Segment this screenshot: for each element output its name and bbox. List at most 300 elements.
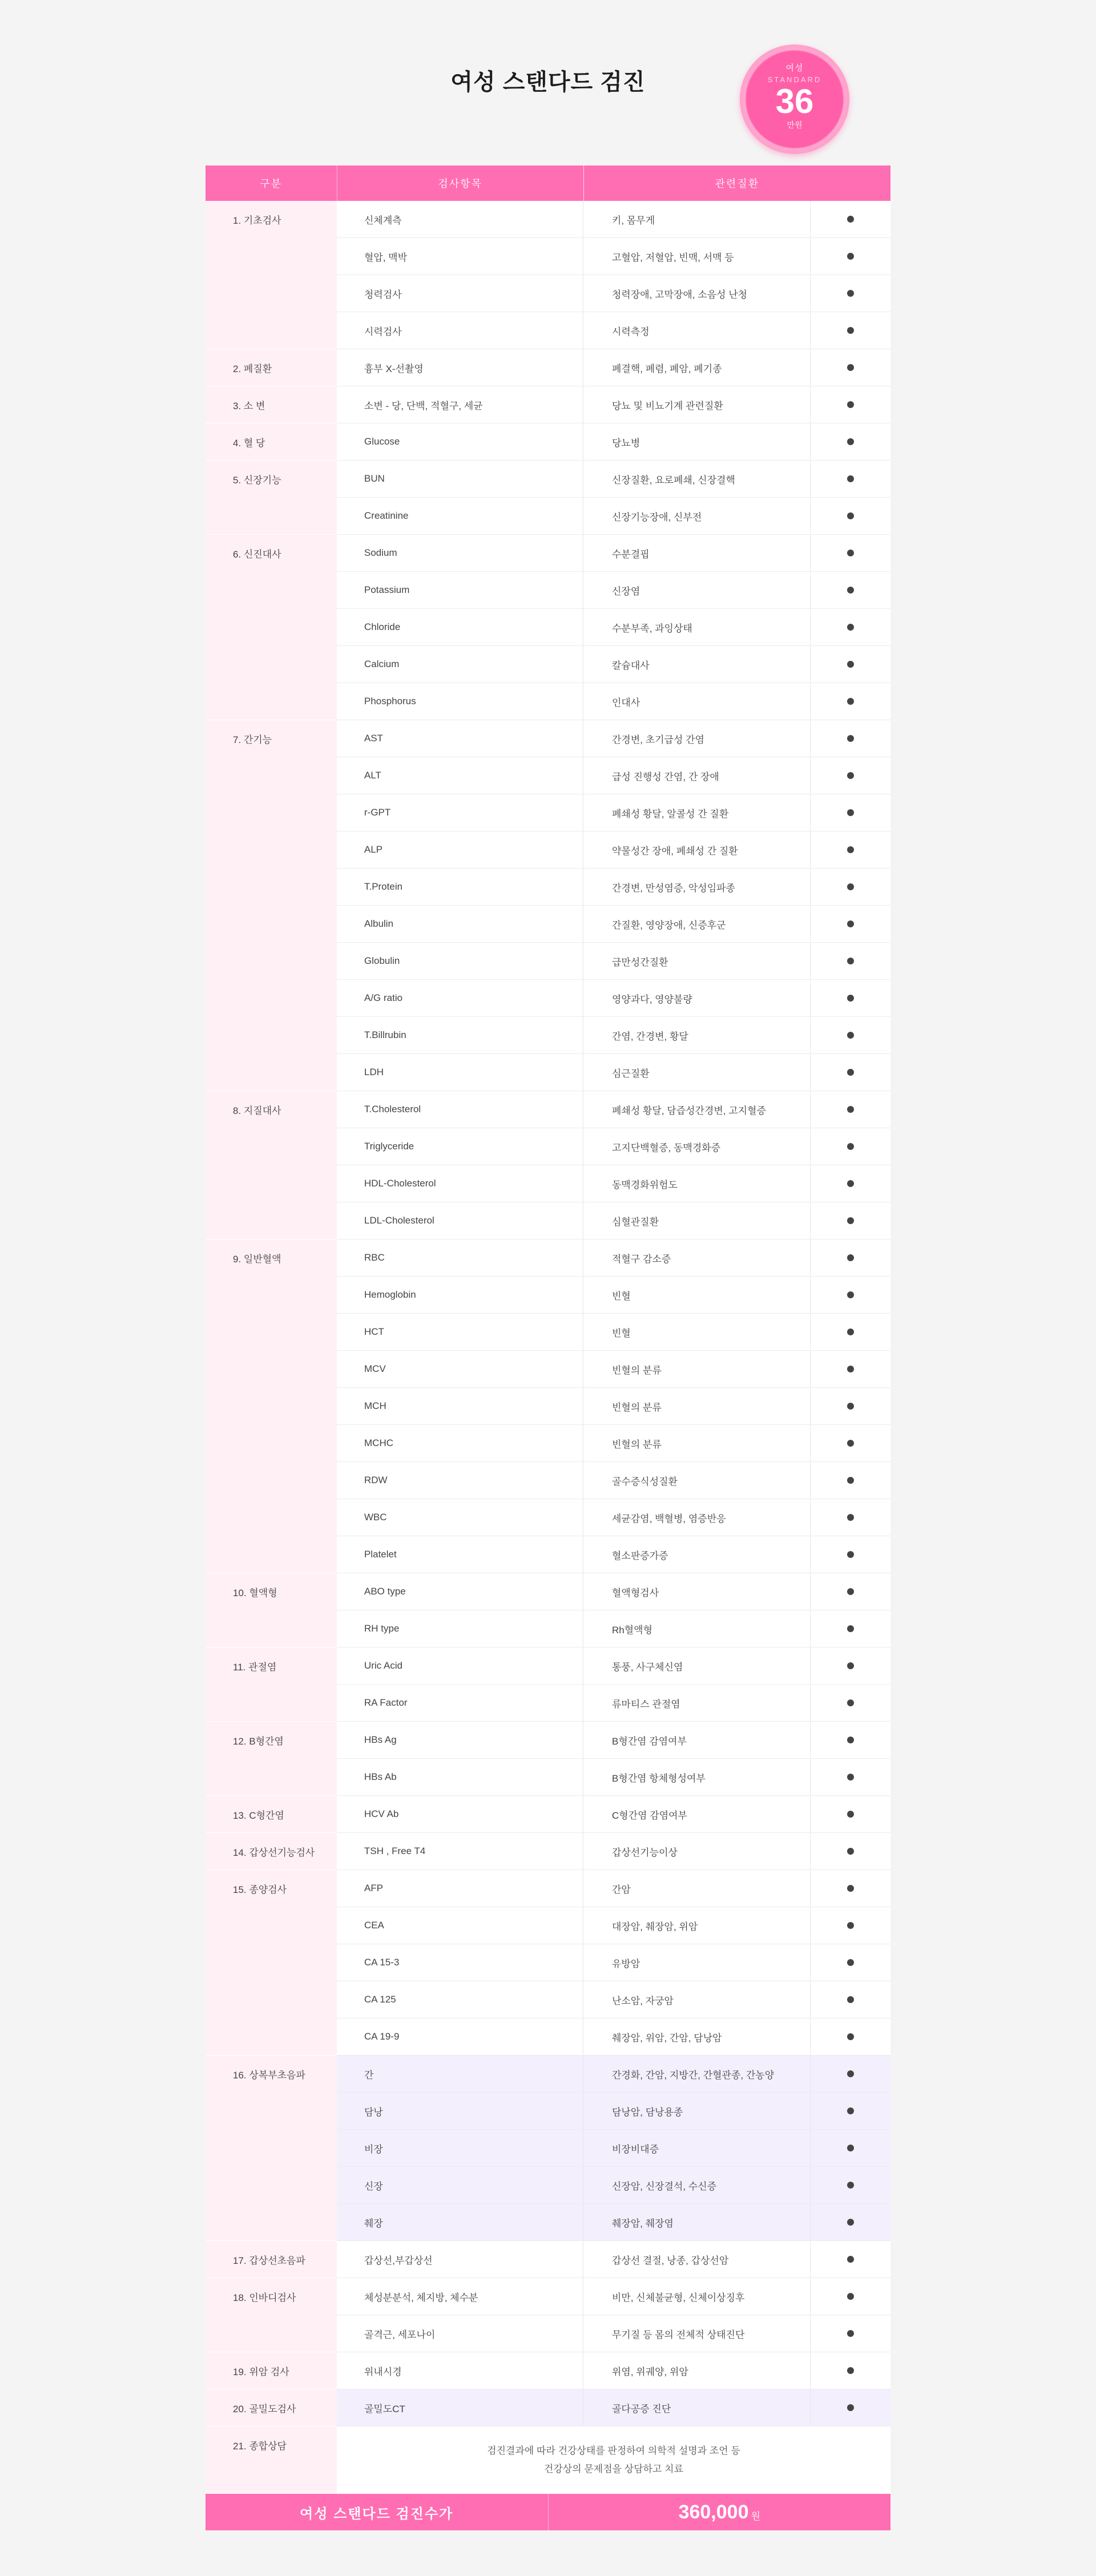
table-row: [337, 757, 890, 794]
row-related: 칼슘대사: [583, 646, 811, 683]
row-related: 키, 몸무게: [583, 201, 811, 237]
footer-label: 여성 스탠다드 검진수가: [206, 2494, 549, 2530]
included-dot-icon: [847, 1329, 854, 1335]
row-included: [811, 1425, 890, 1461]
row-item: CA 15-3: [337, 1944, 583, 1981]
included-dot-icon: [847, 2404, 854, 2411]
included-dot-icon: [847, 2367, 854, 2374]
table-row: [337, 943, 890, 980]
table-body: [206, 201, 890, 2426]
included-dot-icon: [847, 512, 854, 519]
row-item: 소변 - 당, 단백, 적혈구, 세균: [337, 386, 583, 423]
page-header: [0, 0, 1096, 165]
included-dot-icon: [847, 2145, 854, 2151]
table-row: [337, 1573, 890, 1610]
row-included: [811, 1981, 890, 2018]
included-dot-icon: [847, 661, 854, 668]
table-row: [337, 720, 890, 757]
row-related: 영양과다, 영양불량: [583, 980, 811, 1016]
row-related: 담낭암, 담낭용종: [583, 2093, 811, 2129]
table-row: [337, 1610, 890, 1648]
row-included: [811, 1202, 890, 1239]
row-included: [811, 461, 890, 497]
table-row: [337, 1314, 890, 1351]
included-dot-icon: [847, 1291, 854, 1298]
included-dot-icon: [847, 846, 854, 853]
row-item: 간: [337, 2056, 583, 2092]
row-related: B형간염 감염여부: [583, 1722, 811, 1758]
row-item: CA 125: [337, 1981, 583, 2018]
row-item: Calcium: [337, 646, 583, 683]
row-related: 위염, 위궤양, 위암: [583, 2352, 811, 2389]
included-dot-icon: [847, 1774, 854, 1780]
row-item: 담낭: [337, 2093, 583, 2129]
row-included: [811, 535, 890, 571]
row-item: ALP: [337, 831, 583, 868]
included-dot-icon: [847, 958, 854, 964]
group-category: 19. 위암 검사: [206, 2352, 337, 2389]
row-item: A/G ratio: [337, 980, 583, 1016]
row-item: 시력검사: [337, 312, 583, 349]
included-dot-icon: [847, 920, 854, 927]
row-related: 약물성간 장애, 폐쇄성 간 질환: [583, 831, 811, 868]
row-related: 신장기능장애, 신부전: [583, 498, 811, 534]
included-dot-icon: [847, 1106, 854, 1113]
included-dot-icon: [847, 2256, 854, 2263]
row-item: 신장: [337, 2167, 583, 2203]
row-related: 동맥경화위험도: [583, 1165, 811, 1202]
table-row: [337, 1536, 890, 1573]
row-item: 비장: [337, 2130, 583, 2166]
row-included: [811, 720, 890, 757]
table-row: [337, 980, 890, 1017]
row-related: 신장질환, 요로폐쇄, 신장결핵: [583, 461, 811, 497]
row-related: 빈혈: [583, 1277, 811, 1313]
row-included: [811, 1128, 890, 1165]
table-group: [206, 461, 890, 535]
table-row: [337, 275, 890, 312]
row-related: Rh혈액형: [583, 1610, 811, 1647]
table-group: [206, 1833, 890, 1870]
table-row: [337, 2018, 890, 2056]
included-dot-icon: [847, 2330, 854, 2337]
row-related: 고혈압, 저혈압, 빈맥, 서맥 등: [583, 238, 811, 274]
row-item: r-GPT: [337, 794, 583, 831]
row-item: MCH: [337, 1388, 583, 1424]
group-category: 3. 소 변: [206, 386, 337, 423]
row-related: 심혈관질환: [583, 1202, 811, 1239]
group-category: 13. C형간염: [206, 1796, 337, 1833]
table-row: [337, 1907, 890, 1944]
table-row: [337, 609, 890, 646]
row-included: [811, 1091, 890, 1128]
table-group: [206, 349, 890, 386]
row-related: 신장염: [583, 572, 811, 608]
included-dot-icon: [847, 1143, 854, 1150]
group-category: 11. 관절염: [206, 1648, 337, 1722]
badge-unit: 만원: [787, 120, 803, 130]
row-included: [811, 906, 890, 942]
table-row: [337, 1648, 890, 1685]
included-dot-icon: [847, 253, 854, 260]
included-dot-icon: [847, 1699, 854, 1706]
group-category: 4. 혈 당: [206, 423, 337, 461]
included-dot-icon: [847, 1477, 854, 1484]
row-item: HBs Ab: [337, 1759, 583, 1795]
table-row: [337, 312, 890, 349]
table-row: [337, 646, 890, 683]
table-row: [337, 794, 890, 831]
table-row: [337, 1128, 890, 1165]
row-included: [811, 2315, 890, 2352]
row-included: [811, 831, 890, 868]
included-dot-icon: [847, 1440, 854, 1447]
row-included: [811, 2130, 890, 2166]
row-related: 급만성간질환: [583, 943, 811, 979]
row-item: AFP: [337, 1870, 583, 1907]
consult-description: [337, 2426, 890, 2494]
table-row: [337, 2130, 890, 2167]
row-related: 류마티스 관절염: [583, 1685, 811, 1721]
row-related: 폐쇄성 황달, 담즙성간경변, 고지혈증: [583, 1091, 811, 1128]
row-included: [811, 2278, 890, 2315]
included-dot-icon: [847, 1217, 854, 1224]
consult-line-1: 검진결과에 따라 건강상태를 판정하여 의학적 설명과 조언 등: [487, 2445, 740, 2456]
included-dot-icon: [847, 1366, 854, 1372]
row-item: LDL-Cholesterol: [337, 1202, 583, 1239]
included-dot-icon: [847, 2182, 854, 2189]
table-row: [337, 1944, 890, 1981]
included-dot-icon: [847, 995, 854, 1002]
table-row: [337, 461, 890, 498]
row-related: 신장암, 신장결석, 수신증: [583, 2167, 811, 2203]
row-included: [811, 1907, 890, 1944]
row-item: Platelet: [337, 1536, 583, 1573]
table-row: [337, 1277, 890, 1314]
included-dot-icon: [847, 1885, 854, 1892]
row-item: HCV Ab: [337, 1796, 583, 1832]
table-row: [337, 1202, 890, 1239]
row-related: 난소암, 자궁암: [583, 1981, 811, 2018]
table-row: [337, 1796, 890, 1833]
row-related: 혈액형검사: [583, 1573, 811, 1610]
table-group: [206, 1091, 890, 1239]
group-category: 1. 기초검사: [206, 201, 337, 349]
footer-price-unit: 원: [751, 2510, 760, 2522]
table-row: [337, 906, 890, 943]
row-included: [811, 349, 890, 386]
row-included: [811, 869, 890, 905]
row-included: [811, 980, 890, 1016]
row-included: [811, 2352, 890, 2389]
row-included: [811, 1388, 890, 1424]
row-included: [811, 423, 890, 460]
row-item: CEA: [337, 1907, 583, 1944]
page-title: 여성 스탠다드 검진: [450, 70, 646, 95]
row-included: [811, 1759, 890, 1795]
row-related: 당뇨병: [583, 423, 811, 460]
table-row: [337, 1685, 890, 1722]
row-item: HBs Ag: [337, 1722, 583, 1758]
row-included: [811, 2204, 890, 2240]
included-dot-icon: [847, 1737, 854, 1743]
row-item: LDH: [337, 1054, 583, 1091]
included-dot-icon: [847, 2293, 854, 2300]
table-row: [337, 349, 890, 386]
table-group: [206, 1870, 890, 2056]
included-dot-icon: [847, 809, 854, 816]
included-dot-icon: [847, 772, 854, 779]
row-related: 급성 진행성 간염, 간 장애: [583, 757, 811, 794]
row-related: 당뇨 및 비뇨기계 관련질환: [583, 386, 811, 423]
included-dot-icon: [847, 327, 854, 334]
row-item: Creatinine: [337, 498, 583, 534]
table-group: [206, 1648, 890, 1722]
included-dot-icon: [847, 1069, 854, 1076]
row-related: 수분부족, 과잉상태: [583, 609, 811, 645]
row-item: 췌장: [337, 2204, 583, 2240]
row-item: Hemoglobin: [337, 1277, 583, 1313]
included-dot-icon: [847, 1032, 854, 1039]
table-row: [337, 423, 890, 461]
table-row: [337, 869, 890, 906]
row-item: Globulin: [337, 943, 583, 979]
row-item: RBC: [337, 1239, 583, 1276]
row-included: [811, 1536, 890, 1573]
header-related: 관련질환: [715, 178, 760, 189]
table-row: [337, 1759, 890, 1796]
row-included: [811, 1054, 890, 1091]
row-included: [811, 1462, 890, 1499]
group-category: 7. 간기능: [206, 720, 337, 1091]
included-dot-icon: [847, 1551, 854, 1558]
row-related: 세균감염, 백혈병, 염증반응: [583, 1499, 811, 1536]
row-item: RH type: [337, 1610, 583, 1647]
row-included: [811, 312, 890, 349]
row-related: 적혈구 감소증: [583, 1239, 811, 1276]
group-category: 10. 혈액형: [206, 1573, 337, 1648]
group-category: 20. 골밀도검사: [206, 2389, 337, 2426]
included-dot-icon: [847, 1625, 854, 1632]
table-row: [337, 1239, 890, 1277]
row-included: [811, 1610, 890, 1647]
table-group: [206, 720, 890, 1091]
row-related: 췌장암, 위암, 간암, 담낭암: [583, 2018, 811, 2055]
row-included: [811, 757, 890, 794]
row-related: 시력측정: [583, 312, 811, 349]
row-included: [811, 1685, 890, 1721]
table-group: [206, 535, 890, 720]
row-included: [811, 646, 890, 683]
included-dot-icon: [847, 1514, 854, 1521]
row-item: AST: [337, 720, 583, 757]
badge-number: 36: [775, 82, 814, 120]
row-related: 췌장암, 췌장염: [583, 2204, 811, 2240]
row-related: 무기질 등 몸의 전체적 상태진단: [583, 2315, 811, 2352]
row-related: 폐결핵, 폐렴, 폐암, 폐기종: [583, 349, 811, 386]
row-included: [811, 609, 890, 645]
row-included: [811, 238, 890, 274]
row-item: ABO type: [337, 1573, 583, 1610]
row-item: HDL-Cholesterol: [337, 1165, 583, 1202]
header-item: 검사항목: [337, 165, 584, 201]
row-item: 청력검사: [337, 275, 583, 312]
included-dot-icon: [847, 1588, 854, 1595]
included-dot-icon: [847, 1180, 854, 1187]
included-dot-icon: [847, 1811, 854, 1818]
row-item: 골밀도CT: [337, 2389, 583, 2426]
row-included: [811, 1870, 890, 1907]
checkup-table: [206, 165, 890, 2530]
table-row: [337, 2093, 890, 2130]
row-related: C형간염 감염여부: [583, 1796, 811, 1832]
row-item: TSH , Free T4: [337, 1833, 583, 1870]
table-header: [206, 165, 890, 201]
row-item: BUN: [337, 461, 583, 497]
row-item: 체성분분석, 체지방, 체수분: [337, 2278, 583, 2315]
included-dot-icon: [847, 550, 854, 556]
row-item: 갑상선,부갑상선: [337, 2241, 583, 2278]
included-dot-icon: [847, 1848, 854, 1855]
row-item: 흉부 X-선촬영: [337, 349, 583, 386]
header-category: 구분: [260, 178, 283, 189]
included-dot-icon: [847, 698, 854, 705]
row-included: [811, 2167, 890, 2203]
row-included: [811, 1277, 890, 1313]
table-group: [206, 201, 890, 349]
row-item: 골격근, 세포나이: [337, 2315, 583, 2352]
table-row: [337, 1425, 890, 1462]
row-included: [811, 683, 890, 720]
row-item: Chloride: [337, 609, 583, 645]
row-related: 통풍, 사구체신염: [583, 1648, 811, 1684]
table-group: [206, 1239, 890, 1573]
row-item: Sodium: [337, 535, 583, 571]
row-included: [811, 1314, 890, 1350]
table-row: [337, 201, 890, 238]
included-dot-icon: [847, 1254, 854, 1261]
included-dot-icon: [847, 2219, 854, 2226]
included-dot-icon: [847, 624, 854, 631]
table-row: [337, 1388, 890, 1425]
table-row: [337, 498, 890, 535]
row-item: Potassium: [337, 572, 583, 608]
group-category: 16. 상복부초음파: [206, 2056, 337, 2241]
row-item: Albulin: [337, 906, 583, 942]
table-row: [337, 1722, 890, 1759]
row-related: 간경변, 만성염증, 악성임파종: [583, 869, 811, 905]
group-category: 12. B형간염: [206, 1722, 337, 1796]
group-category: 2. 폐질환: [206, 349, 337, 386]
group-category: 15. 종양검사: [206, 1870, 337, 2056]
table-group: [206, 1573, 890, 1648]
row-related: B형간염 항체형성여부: [583, 1759, 811, 1795]
row-included: [811, 1944, 890, 1981]
row-included: [811, 2018, 890, 2055]
table-row: [337, 1017, 890, 1054]
table-row: [337, 386, 890, 423]
row-item: Triglyceride: [337, 1128, 583, 1165]
row-item: MCHC: [337, 1425, 583, 1461]
table-row: [337, 1499, 890, 1536]
row-related: 간경변, 초기급성 간염: [583, 720, 811, 757]
price-badge: [740, 45, 849, 154]
row-included: [811, 2056, 890, 2092]
row-related: 간염, 간경변, 황달: [583, 1017, 811, 1053]
row-related: 유방암: [583, 1944, 811, 1981]
row-related: 간경화, 간암, 지방간, 간혈관종, 간농양: [583, 2056, 811, 2092]
table-group: [206, 386, 890, 423]
row-included: [811, 1351, 890, 1387]
table-row: [337, 1981, 890, 2018]
table-group: [206, 2389, 890, 2426]
row-included: [811, 943, 890, 979]
row-included: [811, 498, 890, 534]
group-category: 8. 지질대사: [206, 1091, 337, 1239]
included-dot-icon: [847, 475, 854, 482]
row-item: 위내시경: [337, 2352, 583, 2389]
table-row: [337, 1165, 890, 1202]
table-row: [337, 1870, 890, 1907]
row-related: 빈혈의 분류: [583, 1388, 811, 1424]
table-row: [337, 2278, 890, 2315]
row-included: [811, 1499, 890, 1536]
included-dot-icon: [847, 1996, 854, 2003]
table-row: [337, 831, 890, 869]
table-row: [337, 1462, 890, 1499]
included-dot-icon: [847, 735, 854, 742]
row-included: [811, 794, 890, 831]
row-related: 골다공증 진단: [583, 2389, 811, 2426]
group-category: 21. 종합상담: [206, 2426, 337, 2494]
row-related: 고지단백혈증, 동맥경화증: [583, 1128, 811, 1165]
included-dot-icon: [847, 1403, 854, 1410]
footer-price: [549, 2494, 891, 2530]
row-related: 비장비대증: [583, 2130, 811, 2166]
included-dot-icon: [847, 216, 854, 223]
row-item: CA 19-9: [337, 2018, 583, 2055]
row-included: [811, 1165, 890, 1202]
row-related: 골수증식성질환: [583, 1462, 811, 1499]
row-included: [811, 1239, 890, 1276]
table-row: [337, 683, 890, 720]
row-related: 갑상선 결절, 낭종, 갑상선암: [583, 2241, 811, 2278]
badge-top-label: 여성: [785, 63, 804, 73]
row-related: 빈혈: [583, 1314, 811, 1350]
row-item: WBC: [337, 1499, 583, 1536]
table-row: [337, 1054, 890, 1091]
group-category: 14. 갑상선기능검사: [206, 1833, 337, 1870]
row-included: [811, 2389, 890, 2426]
included-dot-icon: [847, 587, 854, 593]
row-item: T.Cholesterol: [337, 1091, 583, 1128]
table-group: [206, 1722, 890, 1796]
included-dot-icon: [847, 438, 854, 445]
row-item: MCV: [337, 1351, 583, 1387]
row-item: T.Billrubin: [337, 1017, 583, 1053]
group-category: 18. 인바디검사: [206, 2278, 337, 2352]
row-included: [811, 275, 890, 312]
row-related: 폐쇄성 황달, 알콜성 간 질환: [583, 794, 811, 831]
row-related: 간암: [583, 1870, 811, 1907]
row-item: 신체계측: [337, 201, 583, 237]
row-included: [811, 1648, 890, 1684]
included-dot-icon: [847, 1922, 854, 1929]
row-related: 대장암, 췌장암, 위암: [583, 1907, 811, 1944]
row-related: 인대사: [583, 683, 811, 720]
table-row: [337, 2204, 890, 2241]
included-dot-icon: [847, 2033, 854, 2040]
